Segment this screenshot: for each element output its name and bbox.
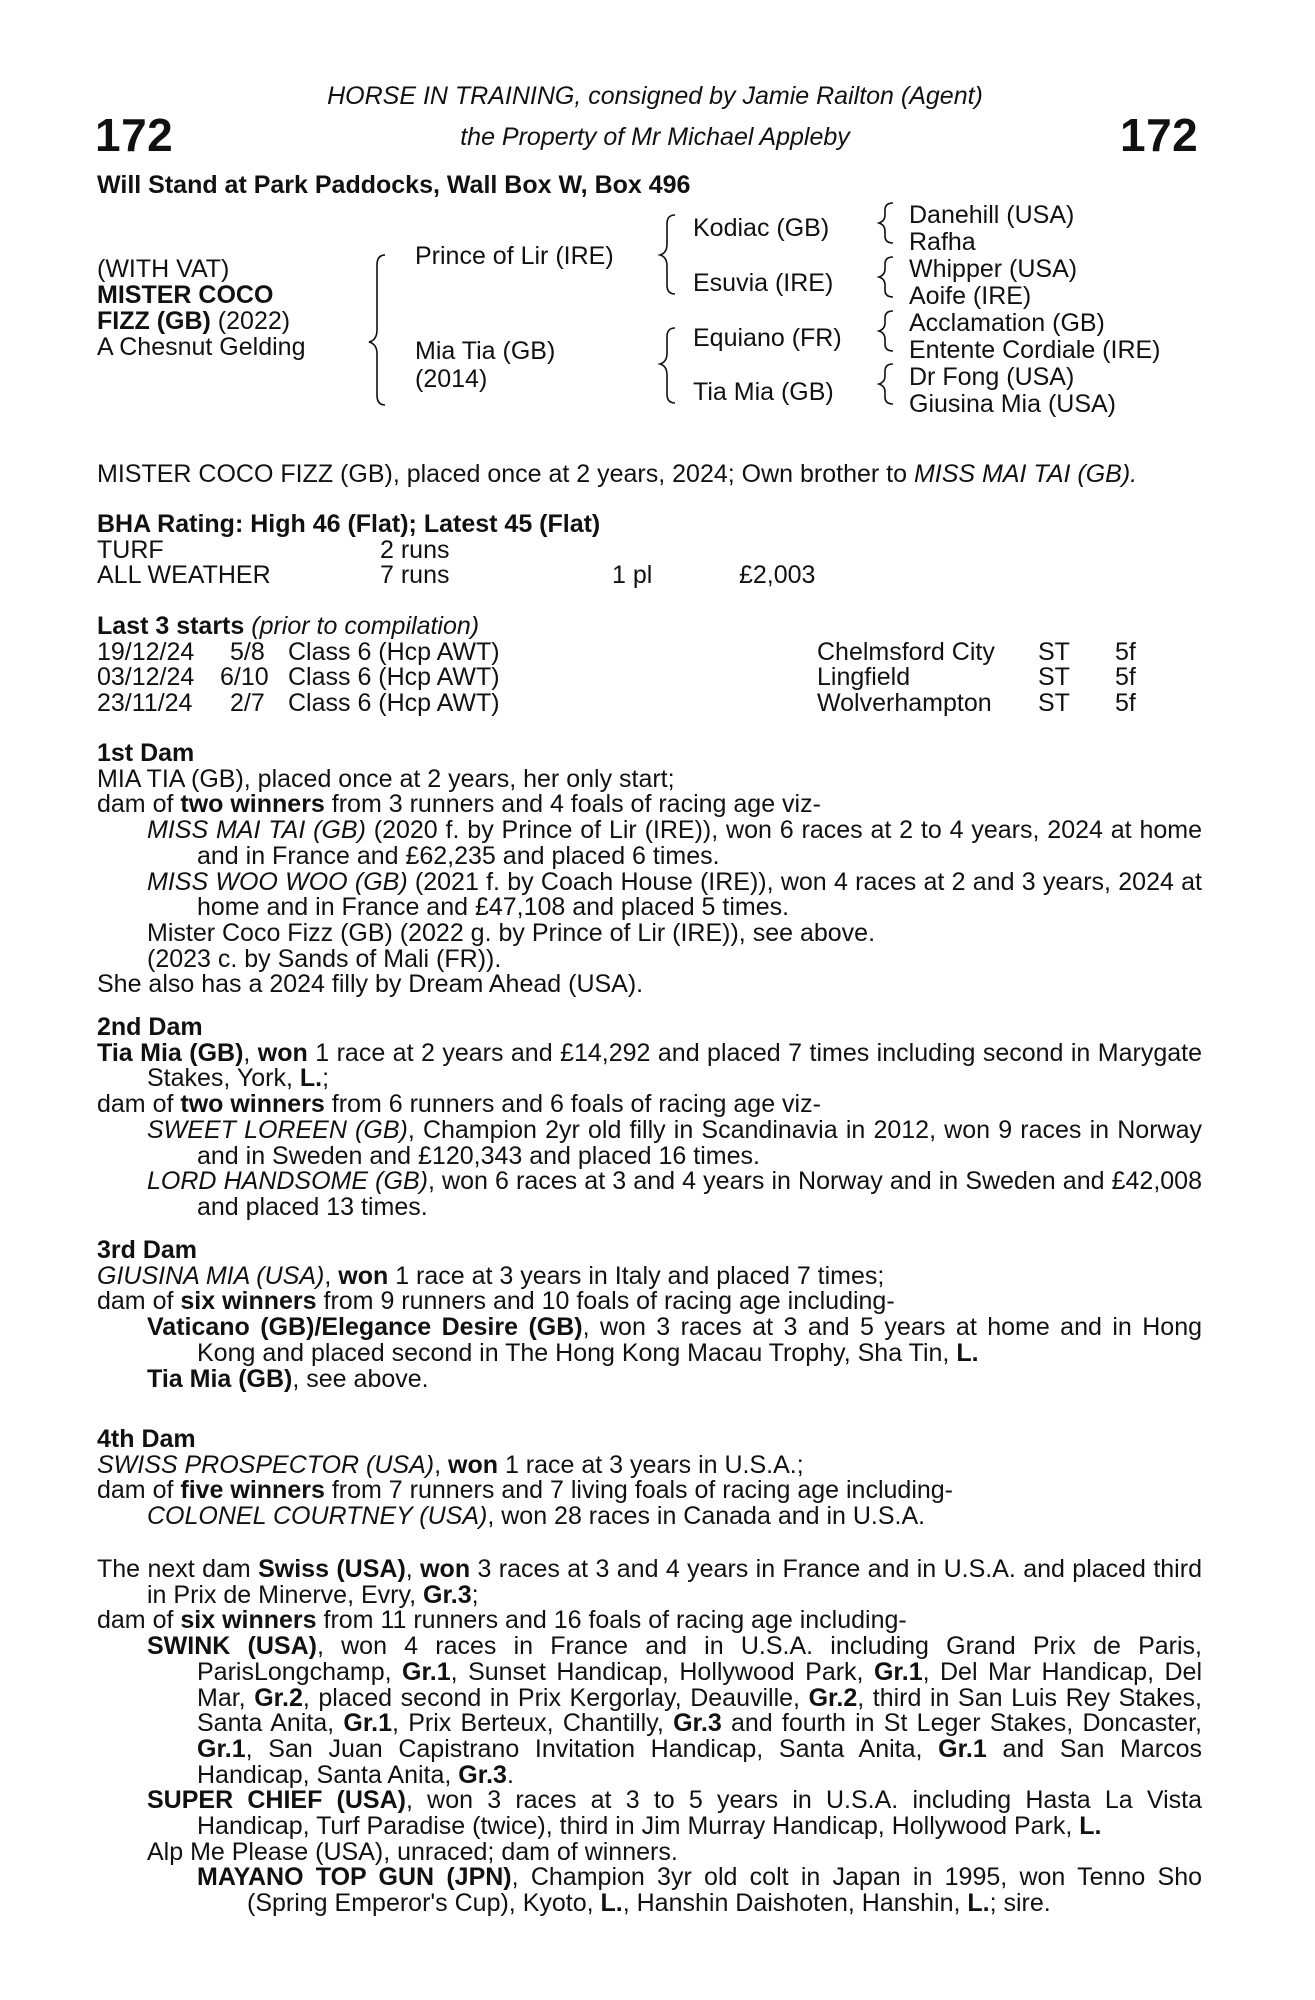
fourth-dam-section [97, 1427, 1202, 1530]
start-race: Class 6 (Hcp AWT) [288, 637, 500, 666]
last-starts-title: Last 3 starts [97, 612, 245, 640]
section-heading: 3rd Dam [97, 1236, 198, 1264]
start-date: 19/12/24 [97, 637, 195, 666]
last-starts-note: (prior to compilation) [244, 612, 480, 640]
next-dam-line [97, 1557, 1202, 1608]
text: , [324, 1261, 339, 1290]
text: dam of [97, 1090, 181, 1119]
produce-name: MISS WOO WOO (GB) [147, 867, 408, 896]
consignor-line: HORSE IN TRAINING, consigned by Jamie Railton (Agent) [327, 82, 983, 110]
text: , [405, 1555, 421, 1583]
dam-name: SWISS PROSPECTOR (USA) [97, 1450, 435, 1479]
summary-text: MISTER COCO FIZZ (GB), placed once at 2 years, 2024; Own brother to [97, 460, 914, 488]
first-dam-line: MIA TIA (GB), placed once at 2 years, her only start; [97, 764, 675, 793]
group-label: Gr.1 [873, 1657, 923, 1686]
pedigree-dam-sire: Equiano (FR) [693, 324, 842, 352]
pedigree-ssd: Rafha [909, 228, 976, 256]
pedigree-dam-year: (2014) [415, 365, 488, 393]
start-position: 2/7 [230, 689, 265, 718]
produce-name: SUPER CHIEF (USA) [147, 1786, 406, 1815]
produce-entry [97, 1115, 1202, 1170]
produce-text: (2020 f. by Prince of Lir (IRE)), won 6 races at 2 to 4 years, 2024 at home and in France and £62,235 and placed 6 times. [197, 816, 1202, 870]
text: from 11 runners and 16 foals of racing age including- [316, 1606, 907, 1635]
first-dam-section [97, 741, 1202, 998]
summary-line [97, 462, 1202, 488]
property-line: the Property of Mr Michael Appleby [460, 123, 850, 151]
text: , won 4 races in France and in U.S.A. including Grand Prix de Paris, ParisLongchamp, [197, 1632, 1202, 1686]
won-label: won [448, 1450, 498, 1479]
text: from 9 runners and 10 foals of racing age including- [316, 1287, 895, 1316]
produce-entry [97, 1315, 1202, 1366]
start-date: 23/11/24 [97, 689, 193, 718]
second-dam-produce-line [97, 1092, 1202, 1118]
second-dam-line [97, 1038, 1202, 1093]
lot-number-right: 172 [1120, 109, 1199, 161]
text: dam of [97, 790, 181, 819]
produce-name: LORD HANDSOME (GB) [147, 1167, 428, 1196]
text: and San Marcos Handicap, Santa Anita, [197, 1734, 1202, 1789]
won-label: won [338, 1261, 389, 1290]
group-label: Gr.1 [938, 1734, 987, 1763]
text: dam of [97, 1606, 181, 1635]
start-going: ST [1038, 663, 1070, 692]
winners-count: two winners [180, 790, 325, 819]
start-course: Lingfield [817, 663, 911, 692]
start-date: 03/12/24 [97, 663, 195, 692]
produce-name: SWEET LOREEN (GB) [147, 1115, 408, 1144]
text: 1 race at 3 years in U.S.A.; [498, 1450, 804, 1479]
text: from 6 runners and 6 foals of racing age viz- [324, 1090, 821, 1119]
pedigree-dam-dam: Tia Mia (GB) [693, 378, 834, 406]
start-row [97, 691, 1202, 717]
produce-name: MISS MAI TAI (GB) [147, 816, 366, 845]
rating-row [97, 535, 1202, 564]
rating-prize: £2,003 [739, 561, 816, 590]
pedigree-sds: Whipper (USA) [909, 255, 1078, 283]
rating-title: BHA Rating: High 46 (Flat); Latest 45 (Flat) [97, 510, 601, 538]
dam-name: Tia Mia (GB) [97, 1038, 244, 1067]
section-heading: 2nd Dam [97, 1013, 203, 1041]
third-dam-section [97, 1238, 1202, 1392]
text: dam of [97, 1287, 181, 1316]
text: , Del Mar Handicap, Del Mar, [197, 1657, 1202, 1712]
start-course: Chelmsford City [817, 637, 995, 666]
summary-brother: MISS MAI TAI (GB). [913, 460, 1138, 488]
pedigree-dss: Acclamation (GB) [909, 309, 1105, 337]
start-distance: 5f [1115, 637, 1136, 666]
produce-name: Vaticano (GB)/Elegance Desire (GB) [147, 1313, 583, 1342]
rating-surface: TURF [97, 535, 164, 564]
dam-name: Swiss (USA) [258, 1555, 406, 1583]
dam-name: GIUSINA MIA (USA) [97, 1261, 325, 1290]
rating-runs: 7 runs [380, 561, 450, 590]
produce-text: , won 6 races at 3 and 4 years in Norway and in Sweden and £42,008 and placed 13 times. [197, 1167, 1202, 1221]
produce-text: , won 3 races at 3 and 5 years at home and in Hong Kong and placed second in The Hong Kong Macau Trophy, Sha Tin, [197, 1313, 1202, 1367]
grand-produce-entry [97, 1865, 1202, 1916]
won-label: won [420, 1555, 471, 1583]
start-race: Class 6 (Hcp AWT) [288, 689, 500, 718]
text: , placed second in Prix Kergorlay, Deauville, [302, 1683, 809, 1712]
section-heading: 1st Dam [97, 739, 195, 767]
text: , [243, 1038, 258, 1067]
winners-count: six winners [180, 1287, 317, 1316]
produce-name: MAYANO TOP GUN (JPN) [197, 1863, 512, 1892]
horse-name-line1: MISTER COCO [97, 281, 274, 309]
text: , Champion 3yr old colt in Japan in 1995, won Tenno Sho (Spring Emperor's Cup), Kyoto, [247, 1863, 1202, 1918]
produce-entry [97, 1788, 1202, 1839]
group-label: Gr.3 [673, 1709, 722, 1738]
produce-name: SWINK (USA) [147, 1632, 317, 1661]
second-dam-section [97, 1015, 1202, 1221]
fourth-dam-line [97, 1450, 1202, 1479]
text: , San Juan Capistrano Invitation Handicap, Santa Anita, [245, 1734, 939, 1763]
start-distance: 5f [1115, 689, 1136, 718]
text: , third in San Luis Rey Stakes, Santa Anita, [197, 1683, 1202, 1738]
rating-placed: 1 pl [612, 561, 653, 590]
winners-count: two winners [180, 1090, 325, 1119]
produce-text: (2021 f. by Coach House (IRE)), won 4 races at 2 and 3 years, 2024 at home and in France and £47,108 and placed 5 times. [197, 867, 1202, 922]
start-position: 6/10 [220, 663, 269, 692]
stand-location: Will Stand at Park Paddocks, Wall Box W, Box 496 [97, 171, 691, 199]
text: dam of [97, 1476, 181, 1505]
horse-description: A Chesnut Gelding [97, 333, 306, 361]
text: The next dam [97, 1555, 259, 1583]
listed-label: L. [967, 1889, 990, 1918]
lot-number-left: 172 [95, 109, 174, 161]
pedigree-dds: Dr Fong (USA) [909, 363, 1075, 391]
text: , [434, 1450, 448, 1479]
text: ; [471, 1580, 479, 1609]
pedigree-dam: Mia Tia (GB) [415, 337, 556, 365]
group-label: Gr.1 [197, 1734, 246, 1763]
produce-entry: Alp Me Please (USA), unraced; dam of winners. [147, 1837, 678, 1866]
produce-name: COLONEL COURTNEY (USA) [147, 1502, 488, 1531]
produce-entry [97, 1504, 1202, 1530]
pedigree-sire-dam: Esuvia (IRE) [693, 269, 834, 297]
start-going: ST [1038, 689, 1070, 718]
last-starts-heading [97, 614, 1202, 640]
listed-label: L. [299, 1064, 323, 1093]
pedigree-sire: Prince of Lir (IRE) [415, 242, 614, 270]
text: from 3 runners and 4 foals of racing age viz- [324, 790, 821, 819]
produce-text: , see above. [292, 1364, 429, 1393]
produce-entry [97, 1634, 1202, 1788]
pedigree-sdd: Aoife (IRE) [909, 282, 1032, 310]
rating-runs: 2 runs [380, 535, 450, 564]
rating-row [97, 563, 1202, 589]
group-label: Gr.2 [808, 1683, 858, 1712]
text: and fourth in St Leger Stakes, Doncaster, [721, 1709, 1202, 1738]
first-dam-note: She also has a 2024 filly by Dream Ahead (USA). [97, 970, 644, 999]
winners-count: five winners [180, 1476, 325, 1505]
pedigree-dsd: Entente Cordiale (IRE) [909, 336, 1161, 364]
produce-entry: Mister Coco Fizz (GB) (2022 g. by Prince of Lir (IRE)), see above. [147, 918, 876, 947]
listed-label: L. [600, 1889, 623, 1918]
listed-label: L. [1079, 1812, 1102, 1841]
next-dam-section [97, 1557, 1202, 1917]
text: . [506, 1760, 514, 1789]
last-starts-block [97, 614, 1202, 717]
winners-count: six winners [180, 1606, 317, 1635]
text: 1 race at 2 years and £14,292 and placed 7 times including second in Marygate Stakes, York, [147, 1038, 1202, 1093]
start-course: Wolverhampton [817, 689, 992, 718]
horse-name-part2: FIZZ (GB) [97, 307, 211, 335]
third-dam-line [97, 1261, 1202, 1290]
start-row [97, 665, 1202, 691]
text: ; [322, 1064, 330, 1093]
produce-name: Tia Mia (GB) [147, 1364, 293, 1393]
text: , won 3 races at 3 to 5 years in U.S.A. including Hasta La Vista Handicap, Turf Paradise (twice), third in Jim Murray Handicap, Hollywood Park, [197, 1786, 1202, 1841]
group-label: Gr.1 [402, 1657, 451, 1686]
start-position: 5/8 [230, 637, 265, 666]
text: , Sunset Handicap, Hollywood Park, [450, 1657, 874, 1686]
text: ; sire. [989, 1889, 1051, 1918]
text: 1 race at 3 years in Italy and placed 7 times; [388, 1261, 885, 1290]
section-heading: 4th Dam [97, 1425, 196, 1453]
fourth-dam-produce-line [97, 1478, 1202, 1504]
start-going: ST [1038, 637, 1070, 666]
text: , Hanshin Daishoten, Hanshin, [622, 1889, 968, 1918]
pedigree-ddd: Giusina Mia (USA) [909, 390, 1116, 418]
group-label: Gr.1 [343, 1709, 393, 1738]
group-label: Gr.3 [458, 1760, 507, 1789]
start-row [97, 637, 1202, 666]
group-label: Gr.2 [254, 1683, 303, 1712]
first-dam-produce-line [97, 792, 1202, 818]
text: from 7 runners and 7 living foals of racing age including- [324, 1476, 953, 1505]
text: , Prix Berteux, Chantilly, [392, 1709, 674, 1738]
start-distance: 5f [1115, 663, 1136, 692]
produce-entry [97, 1364, 1202, 1393]
produce-text: , won 28 races in Canada and in U.S.A. [487, 1502, 926, 1531]
produce-entry [97, 867, 1202, 922]
next-dam-produce-line [97, 1608, 1202, 1634]
pedigree-sire-sire: Kodiac (GB) [693, 214, 830, 242]
produce-entry [97, 818, 1202, 869]
horse-year: (2022) [210, 307, 291, 335]
vat-note: (WITH VAT) [97, 255, 230, 283]
produce-entry: (2023 c. by Sands of Mali (FR)). [147, 944, 502, 973]
produce-entry [97, 1169, 1202, 1220]
start-race: Class 6 (Hcp AWT) [288, 663, 500, 692]
listed-label: L. [956, 1338, 979, 1367]
third-dam-produce-line [97, 1289, 1202, 1315]
group-label: Gr.3 [423, 1580, 472, 1609]
pedigree-sss: Danehill (USA) [909, 201, 1075, 229]
rating-block [97, 512, 1202, 589]
text: 3 races at 3 and 4 years in France and in U.S.A. and placed third in Prix de Minerve, Evry, [147, 1555, 1202, 1609]
produce-text: , Champion 2yr old filly in Scandinavia in 2012, won 9 races in Norway and in Sweden and £120,343 and placed 16 times. [197, 1115, 1202, 1170]
won-label: won [257, 1038, 308, 1067]
rating-surface: ALL WEATHER [97, 561, 271, 590]
